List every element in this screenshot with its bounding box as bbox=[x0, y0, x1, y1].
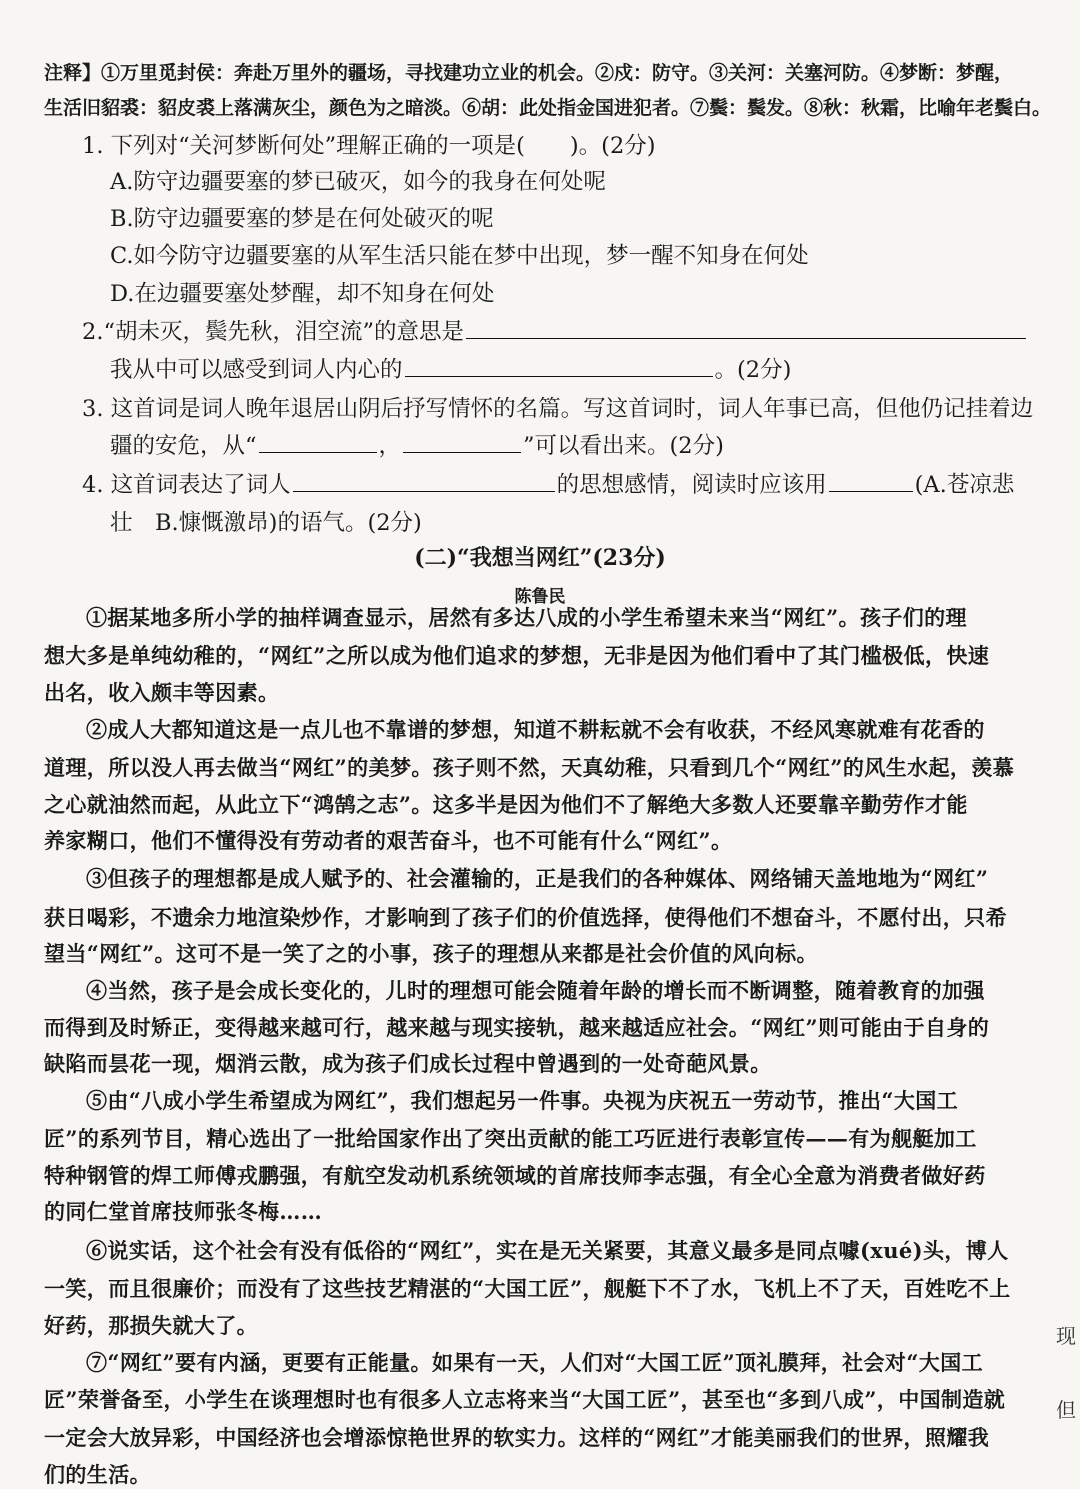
question-3-line-2 bbox=[110, 428, 724, 460]
article-line: ⑤由“八成小学生希望成为网红”，我们想起另一件事。央视为庆祝五一劳动节，推出“大国工 bbox=[86, 1088, 959, 1113]
article-line: 想大多是单纯幼稚的，“网红”之所以成为他们追求的梦想，无非是因为他们看中了其门槛极低，快速 bbox=[44, 643, 990, 668]
margin-fragment: 但 bbox=[1056, 1398, 1076, 1422]
article-line: 缺陷而昙花一现，烟消云散，成为孩子们成长过程中曾遇到的一处奇葩风景。 bbox=[44, 1051, 772, 1076]
question-4-suffix: (A.苍凉悲 bbox=[914, 472, 1015, 498]
question-3-line2-suffix: ”可以看出来。(2分) bbox=[523, 433, 724, 459]
question-2-line-1 bbox=[82, 314, 1028, 346]
article-line: 好药，那损失就大了。 bbox=[44, 1313, 258, 1338]
article-author: 陈鲁民 bbox=[514, 587, 566, 607]
article-line: 们的生活。 bbox=[44, 1462, 151, 1487]
answer-blank[interactable] bbox=[466, 337, 1026, 339]
question-4-line-2: 壮 B.慷慨激昂)的语气。(2分) bbox=[110, 510, 422, 536]
article-line: 出名，收入颇丰等因素。 bbox=[44, 680, 280, 705]
article-line: 养家糊口，他们不懂得没有劳动者的艰苦奋斗，也不可能有什么“网红”。 bbox=[44, 828, 733, 853]
note-line-1: 注释】①万里觅封侯：奔赴万里外的疆场，寻找建功立业的机会。②戍：防守。③关河：关塞河防。④梦断：梦醒， bbox=[44, 62, 1014, 84]
article-line: 一定会大放异彩，中国经济也会增添惊艳世界的软实力。这样的“网红”才能美丽我们的世界，照耀我 bbox=[44, 1425, 990, 1450]
article-line: ⑦“网红”要有内涵，更要有正能量。如果有一天，人们对“大国工匠”顶礼膜拜，社会对“大国工 bbox=[86, 1350, 983, 1375]
article-line: 一笑，而且很廉价；而没有了这些技艺精湛的“大国工匠”，舰艇下不了水，飞机上不了天，百姓吃不上 bbox=[44, 1276, 1011, 1301]
article-line: 而得到及时矫正，变得越来越可行，越来越与现实接轨，越来越适应社会。“网红”则可能由于自身的 bbox=[44, 1015, 990, 1040]
answer-blank[interactable] bbox=[293, 490, 555, 492]
article-line: 获日喝彩，不遗余力地渲染炒作，才影响到了孩子们的价值选择，使得他们不想奋斗，不愿付出，只希 bbox=[44, 905, 1007, 930]
answer-blank[interactable] bbox=[259, 451, 377, 453]
answer-blank[interactable] bbox=[403, 451, 521, 453]
question-3-line2-mid: ， bbox=[378, 433, 402, 459]
answer-blank[interactable] bbox=[405, 375, 713, 377]
question-1-option-b: B.防守边疆要塞的梦是在何处破灭的呢 bbox=[110, 206, 494, 232]
margin-fragment: 现 bbox=[1056, 1324, 1076, 1348]
article-line: 特种钢管的焊工师傅戎鹏强，有航空发动机系统领域的首席技师李志强，有全心全意为消费者做好药 bbox=[44, 1163, 986, 1188]
article-line: 的同仁堂首席技师张冬梅…… bbox=[44, 1199, 323, 1224]
answer-blank[interactable] bbox=[829, 490, 913, 492]
note-line-2: 生活旧貂裘：貂皮裘上落满灰尘，颜色为之暗淡。⑥胡：此处指金国进犯者。⑦鬓：鬓发。⑧秋：秋霜，比喻年老鬓白。 bbox=[44, 97, 1052, 119]
question-2-prefix: 2.“胡未灭，鬓先秋，泪空流”的意思是 bbox=[82, 319, 464, 345]
question-3-line-1: 3. 这首词是词人晚年退居山阴后抒写情怀的名篇。写这首词时，词人年事已高，但他仍记挂着边 bbox=[82, 396, 1034, 422]
question-4-mid: 的思想感情，阅读时应该用 bbox=[556, 472, 827, 498]
question-2-line2-prefix: 我从中可以感受到词人内心的 bbox=[110, 357, 403, 383]
question-1-stem: 1. 下列对“关河梦断何处”理解正确的一项是( )。(2分) bbox=[82, 133, 656, 159]
article-line: 匠”荣誉备至，小学生在谈理想时也有很多人立志将来当“大国工匠”，甚至也“多到八成”，中国制造就 bbox=[44, 1387, 1006, 1412]
article-line: 望当“网红”。这可不是一笑了之的小事，孩子的理想从来都是社会价值的风向标。 bbox=[44, 941, 818, 966]
article-line: 之心就油然而起，从此立下“鸿鹄之志”。这多半是因为他们不了解绝大多数人还要靠辛勤劳作才能 bbox=[44, 792, 968, 817]
article-title: (二)“我想当网红”(23分) bbox=[414, 545, 666, 571]
article-line: ⑥说实话，这个社会有没有低俗的“网红”，实在是无关紧要，其意义最多是同点噱(xué)头，博人 bbox=[86, 1238, 1009, 1263]
question-1-option-c: C.如今防守边疆要塞的从军生活只能在梦中出现，梦一醒不知身在何处 bbox=[110, 243, 809, 269]
question-2-line2-suffix: 。(2分) bbox=[714, 357, 792, 383]
article-line: ②成人大都知道这是一点儿也不靠谱的梦想，知道不耕耘就不会有收获，不经风寒就难有花香的 bbox=[86, 717, 985, 742]
question-3-line2-prefix: 疆的安危，从“ bbox=[110, 433, 257, 459]
question-4-prefix: 4. 这首词表达了词人 bbox=[82, 472, 291, 498]
article-line: ③但孩子的理想都是成人赋予的、社会灌输的，正是我们的各种媒体、网络铺天盖地地为“网红” bbox=[86, 866, 989, 891]
article-line: ①据某地多所小学的抽样调查显示，居然有多达八成的小学生希望未来当“网红”。孩子们的理 bbox=[86, 605, 967, 630]
article-line: 道理，所以没人再去做当“网红”的美梦。孩子则不然，天真幼稚，只看到几个“网红”的风生水起，羡慕 bbox=[44, 755, 1015, 780]
question-1-option-a: A.防守边疆要塞的梦已破灭，如今的我身在何处呢 bbox=[110, 169, 606, 195]
question-4-line-1 bbox=[82, 467, 1014, 499]
question-2-line-2 bbox=[110, 352, 791, 384]
article-line: ④当然，孩子是会成长变化的，儿时的理想可能会随着年龄的增长而不断调整，随着教育的加强 bbox=[86, 978, 985, 1003]
article-line: 匠”的系列节目，精心选出了一批给国家作出了突出贡献的能工巧匠进行表彰宣传——有为舰艇加工 bbox=[44, 1126, 977, 1151]
question-1-option-d: D.在边疆要塞处梦醒，却不知身在何处 bbox=[110, 281, 495, 307]
